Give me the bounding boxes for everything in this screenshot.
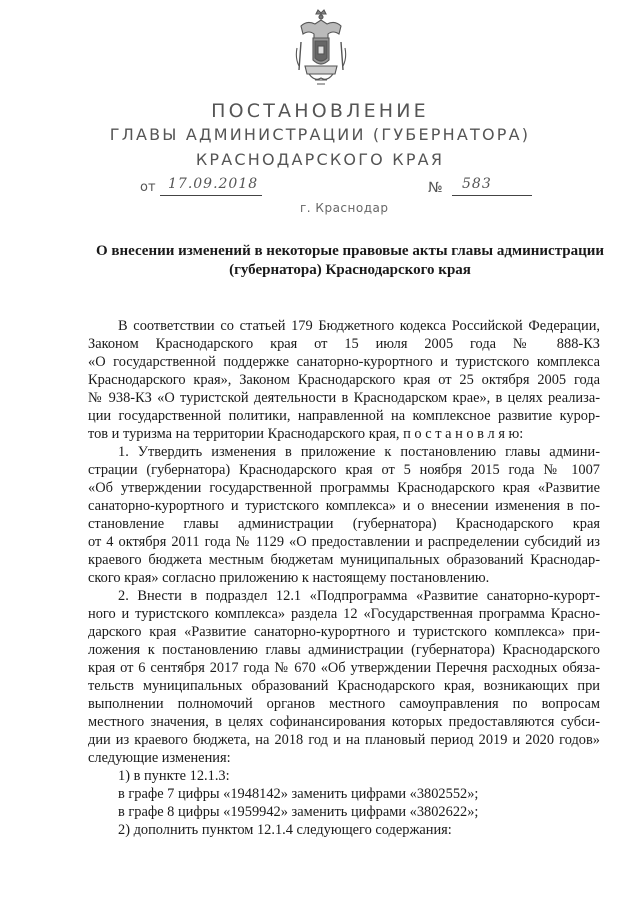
body-line: в графе 7 цифры «1948142» заменить цифрами «3802552»; xyxy=(118,786,479,802)
body-line: в графе 8 цифры «1959942» заменить цифрами «3802622»; xyxy=(118,804,479,820)
document-title-line: О внесении изменений в некоторые правовые акты главы администрации xyxy=(95,243,605,259)
document-date: 17.09.2018 xyxy=(168,176,259,192)
body-line: становление главы администрации (губернатора) Краснодарского края xyxy=(88,516,600,532)
body-line: выполнении полномочий органов местного самоуправления по вопросам xyxy=(88,696,600,712)
date-prefix: от xyxy=(140,180,156,195)
body-line: В соответствии со статьей 179 Бюджетного кодекса Российской Федерации, xyxy=(118,318,600,334)
body-line: санаторно-курортного и туристского комплекса» и о внесении изменения в по- xyxy=(88,498,600,514)
number-prefix: № xyxy=(428,180,443,196)
document-number: 583 xyxy=(462,176,492,192)
body-line: края от 6 сентября 2017 года № 670 «Об утверждении Перечня расходных обяза- xyxy=(88,660,600,676)
document-title-line: (губернатора) Краснодарского края xyxy=(229,262,471,278)
body-line: краевого бюджета местным бюджетам муниципальных образований Краснодар- xyxy=(88,552,600,568)
city-label: г. Краснодар xyxy=(300,201,389,215)
body-line: ции государственной политики, направленной на комплексное развитие курор- xyxy=(88,408,600,424)
date-underline xyxy=(160,195,262,196)
body-line: тельств муниципальных образований Краснодарского края, возникающих при xyxy=(88,678,600,694)
body-line: 2. Внести в подраздел 12.1 «Подпрограмма «Развитие санаторно-курорт- xyxy=(118,588,600,604)
coat-of-arms-emblem xyxy=(295,8,347,88)
body-line: от 4 октября 2011 года № 1129 «О предоставлении и распределении субсидий из xyxy=(88,534,600,550)
body-line: «О государственной поддержке санаторно-курортного и туристского комплекса xyxy=(88,354,600,370)
document-type-heading: ПОСТАНОВЛЕНИЕ xyxy=(211,100,429,122)
body-line: «Об утверждении государственной программы Краснодарского края «Развитие xyxy=(88,480,600,496)
body-line: тов и туризма на территории Краснодарского края, п о с т а н о в л я ю: xyxy=(88,426,524,442)
body-line: ского края» согласно приложению к настоящему постановлению. xyxy=(88,570,490,586)
body-line: страции (губернатора) Краснодарского края от 5 ноября 2015 года № 1007 xyxy=(88,462,600,478)
number-underline xyxy=(452,195,532,196)
body-line: дарского края «Развитие санаторно-курортного и туристского комплекса» при- xyxy=(88,624,600,640)
body-line: № 938-КЗ «О туристской деятельности в Краснодарском крае», в целях реализа- xyxy=(88,390,600,406)
issuer-heading: ГЛАВЫ АДМИНИСТРАЦИИ (ГУБЕРНАТОРА) xyxy=(109,125,531,144)
region-heading: КРАСНОДАРСКОГО КРАЯ xyxy=(195,150,445,169)
body-line: 1) в пункте 12.1.3: xyxy=(118,768,230,784)
body-line: местного значения, в целях софинансирования которых предоставляются субси- xyxy=(88,714,600,730)
body-line: ного и туристского комплекса» раздела 12 «Государственная программа Красно- xyxy=(88,606,600,622)
body-line: следующие изменения: xyxy=(88,750,231,766)
body-line: дии из краевого бюджета, на 2018 год и на плановый период 2019 и 2020 годов» xyxy=(88,732,600,748)
body-line: Краснодарского края», Законом Краснодарского края от 25 октября 2005 года xyxy=(88,372,600,388)
body-line: 1. Утвердить изменения в приложение к постановлению главы админи- xyxy=(118,444,600,460)
body-line: 2) дополнить пунктом 12.1.4 следующего содержания: xyxy=(118,822,452,838)
body-line: ложения к постановлению главы администрации (губернатора) Краснодарского xyxy=(88,642,600,658)
body-line: Законом Краснодарского края от 15 июля 2005 года № 888-КЗ xyxy=(88,336,600,352)
document-title xyxy=(90,242,610,280)
